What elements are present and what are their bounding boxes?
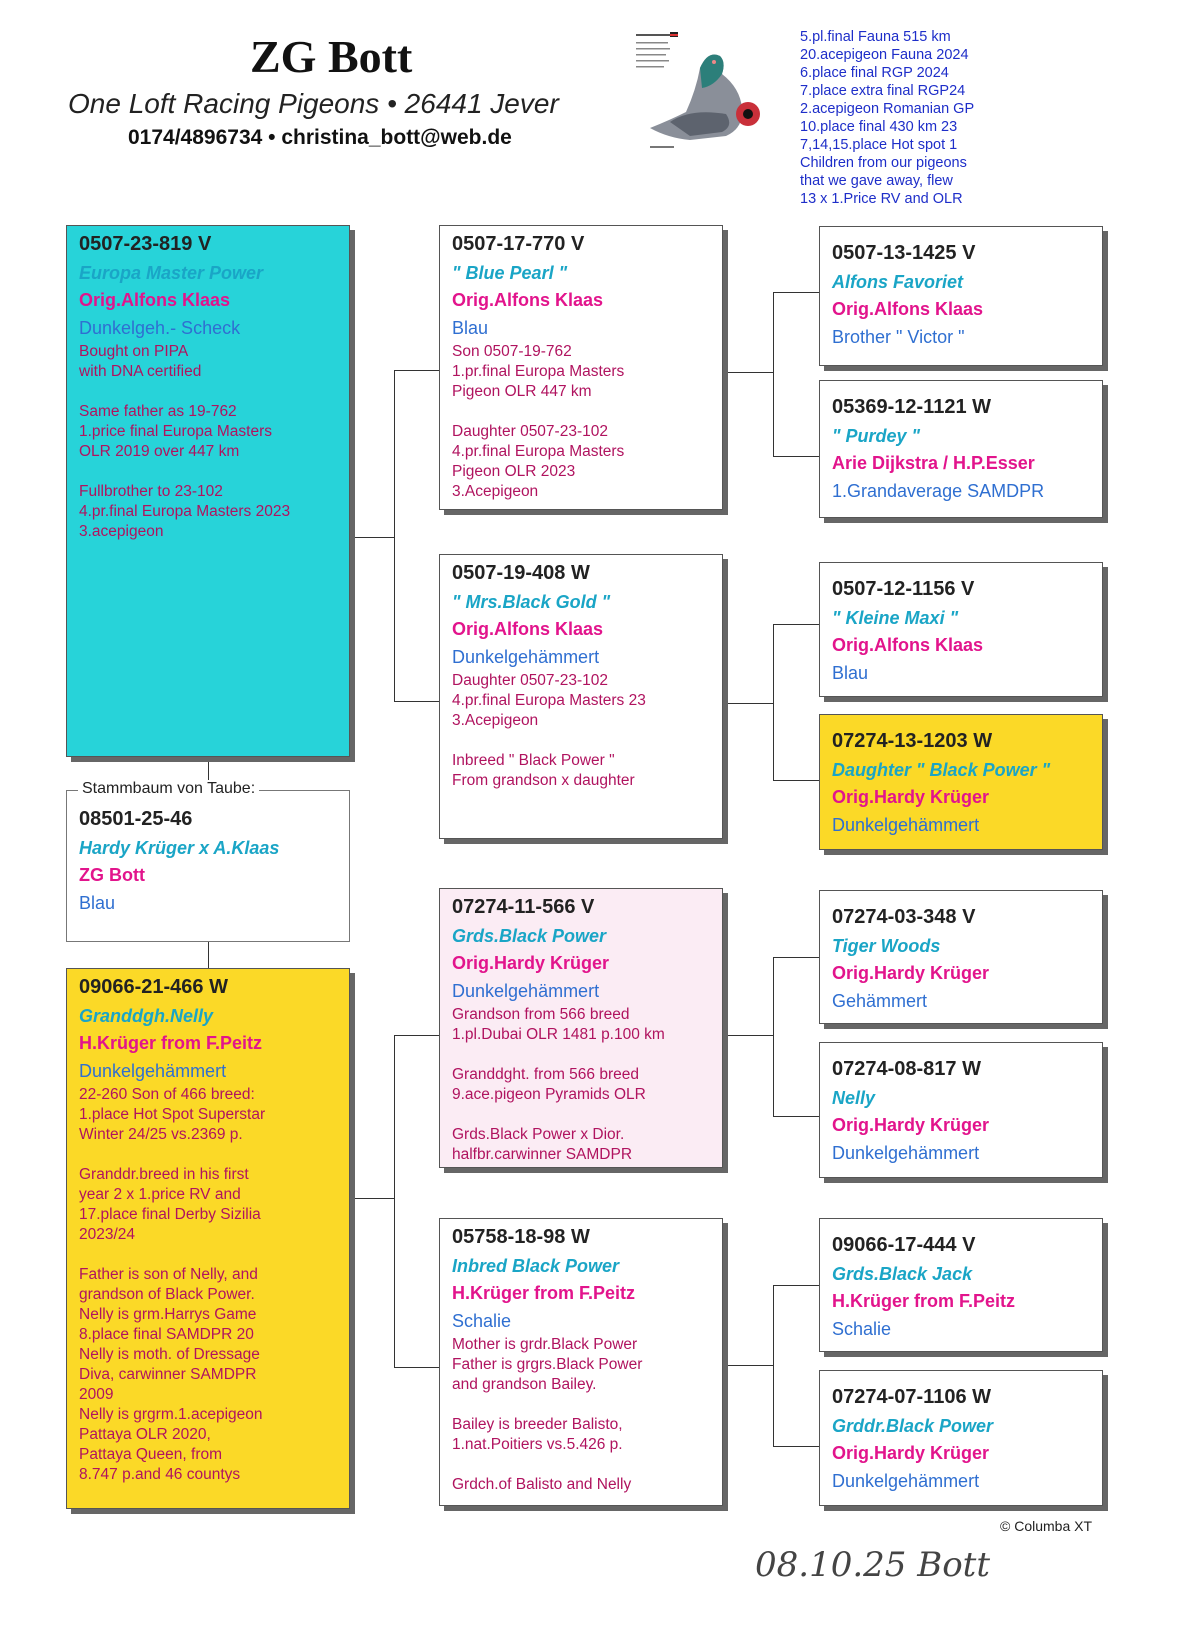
achievement-item: Children from our pigeons [800, 155, 967, 171]
connector-line [727, 1035, 773, 1036]
ring-number: 07274-13-1203 W [832, 730, 993, 752]
connector-line [773, 292, 774, 456]
pigeon-name: Europa Master Power [79, 263, 264, 283]
handwritten-signature: 08.10.25 Bott [755, 1545, 990, 1585]
achievement-item: 6.place final RGP 2024 [800, 65, 949, 81]
feather-color: 1.Grandaverage SAMDPR [832, 481, 1045, 501]
pigeon-name: Alfons Favoriet [832, 272, 964, 292]
pedigree-note: Inbreed " Black Power " From grandson x daughter [452, 752, 635, 789]
achievement-item: 10.place final 430 km 23 [800, 119, 958, 135]
pedigree-note: Mother is grdr.Black Power Father is grgrs.Black Power and grandson Bailey. [452, 1336, 643, 1393]
achievements-list [800, 28, 974, 208]
breeder: Orig.Alfons Klaas [832, 635, 984, 655]
breeder: ZG Bott [79, 865, 145, 885]
pedigree-note: Granddr.breed in his first year 2 x 1.price RV and 17.place final Derby Sizilia 2023/24 [79, 1166, 261, 1243]
pedigree-card-fff [819, 226, 1103, 366]
ring-number: 07274-11-566 V [452, 896, 595, 918]
connector-line [773, 1116, 819, 1117]
connector-line [773, 780, 819, 781]
feather-color: Blau [452, 318, 489, 338]
ring-number: 05369-12-1121 W [832, 396, 992, 418]
ring-number: 0507-13-1425 V [832, 242, 976, 264]
connector-line [773, 957, 774, 1116]
achievement-item: 2.acepigeon Romanian GP [800, 101, 975, 117]
pigeon-name: Grds.Black Power [452, 926, 607, 946]
breeder: Arie Dijkstra / H.P.Esser [832, 453, 1035, 473]
pigeon-name: Daughter " Black Power " [832, 760, 1051, 780]
feather-color: Blau [832, 663, 869, 683]
breeder: Orig.Hardy Krüger [832, 787, 990, 807]
feather-color: Dunkelgehämmert [79, 1061, 227, 1081]
ring-number: 0507-19-408 W [452, 562, 590, 584]
feather-color: Schalie [452, 1311, 512, 1331]
pedigree-note: Bought on PIPA with DNA certified [79, 343, 202, 380]
pedigree-note: Grds.Black Power x Dior. halfbr.carwinner SAMDPR [452, 1126, 633, 1163]
pedigree-card-mmm [819, 1370, 1103, 1506]
ring-number: 07274-07-1106 W [832, 1386, 992, 1408]
pigeon-name: " Mrs.Black Gold " [452, 592, 611, 612]
breeder: Orig.Alfons Klaas [832, 299, 984, 319]
connector-line [727, 1365, 773, 1366]
ring-number: 09066-17-444 V [832, 1234, 976, 1256]
pedigree-label: Stammbaum von Taube: [78, 780, 259, 798]
achievement-item: 7.place extra final RGP24 [800, 83, 966, 99]
breeder: H.Krüger from F.Peitz [79, 1033, 263, 1053]
header-subtitle: One Loft Racing Pigeons • 26441 Jever [68, 88, 559, 119]
connector-line [355, 537, 395, 538]
connector-line [208, 942, 209, 968]
connector-line [773, 1285, 774, 1446]
breeder: Orig.Alfons Klaas [452, 619, 604, 639]
pedigree-note: Grdch.of Balisto and Nelly [452, 1476, 632, 1493]
pedigree-card-mff [819, 890, 1103, 1024]
connector-line [394, 701, 439, 702]
connector-line [773, 957, 819, 958]
pedigree-card-fmm [819, 714, 1103, 850]
achievement-item: 7,14,15.place Hot spot 1 [800, 137, 958, 153]
feather-color: Gehämmert [832, 991, 928, 1011]
ring-number: 05758-18-98 W [452, 1226, 590, 1248]
breeder: Orig.Hardy Krüger [832, 963, 990, 983]
pigeon-name: " Purdey " [832, 426, 921, 446]
pedigree-note: 22-260 Son of 466 breed: 1.place Hot Spot Superstar Winter 24/25 vs.2369 p. [79, 1086, 266, 1143]
ring-number: 09066-21-466 W [79, 976, 228, 998]
pedigree-card-mm [439, 1218, 723, 1506]
connector-line [773, 624, 774, 780]
pedigree-note: Grandson from 566 breed 1.pl.Dubai OLR 1481 p.100 km [452, 1006, 665, 1043]
pedigree-note: Same father as 19-762 1.price final Europa Masters OLR 2019 over 447 km [79, 403, 272, 460]
feather-color: Dunkelgeh.- Scheck [79, 318, 241, 338]
connector-line [394, 1367, 439, 1368]
breeder: Orig.Alfons Klaas [452, 290, 604, 310]
pedigree-card-fmf [819, 562, 1103, 697]
header-contact: 0174/4896734 • christina_bott@web.de [128, 126, 512, 149]
pedigree-note: Daughter 0507-23-102 4.pr.final Europa Masters Pigeon OLR 2023 3.Acepigeon [452, 423, 625, 500]
pedigree-note: Son 0507-19-762 1.pr.final Europa Masters Pigeon OLR 447 km [452, 343, 625, 400]
feather-color: Dunkelgehämmert [452, 647, 600, 667]
pigeon-photo-icon [630, 28, 780, 163]
connector-line [773, 456, 819, 457]
feather-color: Dunkelgehämmert [452, 981, 600, 1001]
feather-color: Schalie [832, 1319, 892, 1339]
pedigree-card-father [66, 225, 350, 757]
pigeon-name: Granddgh.Nelly [79, 1006, 214, 1026]
pigeon-name: " Kleine Maxi " [832, 608, 959, 628]
pigeon-name: Grddr.Black Power [832, 1416, 994, 1436]
pigeon-name: Inbred Black Power [452, 1256, 620, 1276]
connector-line [394, 370, 439, 371]
breeder: H.Krüger from F.Peitz [832, 1291, 1016, 1311]
achievement-item: 5.pl.final Fauna 515 km [800, 29, 951, 45]
pedigree-card-mfm [819, 1042, 1103, 1178]
feather-color: Blau [79, 893, 116, 913]
pigeon-name: " Blue Pearl " [452, 263, 568, 283]
connector-line [773, 1446, 819, 1447]
pedigree-card-fm [439, 554, 723, 839]
ring-number: 0507-23-819 V [79, 233, 212, 255]
ring-number: 07274-08-817 W [832, 1058, 981, 1080]
achievement-item: 13 x 1.Price RV and OLR [800, 191, 963, 207]
pedigree-note: Bailey is breeder Balisto, 1.nat.Poitiers vs.5.426 p. [452, 1416, 623, 1453]
connector-line [355, 1198, 395, 1199]
pigeon-name: Tiger Woods [832, 936, 941, 956]
pedigree-note: Granddght. from 566 breed 9.ace.pigeon Pyramids OLR [452, 1066, 646, 1103]
achievement-item: that we gave away, flew [800, 173, 953, 189]
breeder: Orig.Alfons Klaas [79, 290, 231, 310]
connector-line [727, 372, 773, 373]
connector-line [773, 292, 819, 293]
pedigree-card-subject [66, 790, 350, 942]
breeder: Orig.Hardy Krüger [452, 953, 610, 973]
connector-line [727, 703, 773, 704]
pigeon-name: Hardy Krüger x A.Klaas [79, 838, 280, 858]
pedigree-note: Fullbrother to 23-102 4.pr.final Europa Masters 2023 3.acepigeon [79, 483, 291, 540]
ring-number: 08501-25-46 [79, 808, 193, 830]
feather-color: Dunkelgehämmert [832, 815, 980, 835]
ring-number: 0507-12-1156 V [832, 578, 975, 600]
ring-number: 07274-03-348 V [832, 906, 976, 928]
achievement-item: 20.acepigeon Fauna 2024 [800, 47, 969, 63]
pedigree-card-ff [439, 225, 723, 510]
pigeon-name: Grds.Black Jack [832, 1264, 973, 1284]
ring-number: 0507-17-770 V [452, 233, 585, 255]
feather-color: Dunkelgehämmert [832, 1143, 980, 1163]
pedigree-note: Father is son of Nelly, and grandson of Black Power. Nelly is grm.Harrys Game 8.place final SAMDPR 20 Nelly is moth. of Dressage Diva, carwinner SAMDPR 2009 Nelly is grgrm.1.acepigeon Pattaya OLR 2020, Pattaya Queen, from 8.747 p.and 46 countys [79, 1266, 263, 1483]
pigeon-name: Nelly [832, 1088, 876, 1108]
pedigree-card-ffm [819, 380, 1103, 518]
connector-line [773, 624, 819, 625]
breeder: Orig.Hardy Krüger [832, 1443, 990, 1463]
feather-color: Brother " Victor " [832, 327, 965, 347]
connector-line [394, 1035, 439, 1036]
connector-line [394, 370, 395, 701]
pedigree-card-mother [66, 968, 350, 1509]
header-title: ZG Bott [250, 31, 413, 82]
breeder: H.Krüger from F.Peitz [452, 1283, 636, 1303]
breeder: Orig.Hardy Krüger [832, 1115, 990, 1135]
pedigree-card-mf [439, 888, 723, 1168]
connector-line [394, 1035, 395, 1367]
pedigree-note: Daughter 0507-23-102 4.pr.final Europa Masters 23 3.Acepigeon [452, 672, 646, 729]
pedigree-card-mmf [819, 1218, 1103, 1352]
copyright-text: © Columba XT [1000, 1518, 1093, 1534]
connector-line [773, 1285, 819, 1286]
feather-color: Dunkelgehämmert [832, 1471, 980, 1491]
